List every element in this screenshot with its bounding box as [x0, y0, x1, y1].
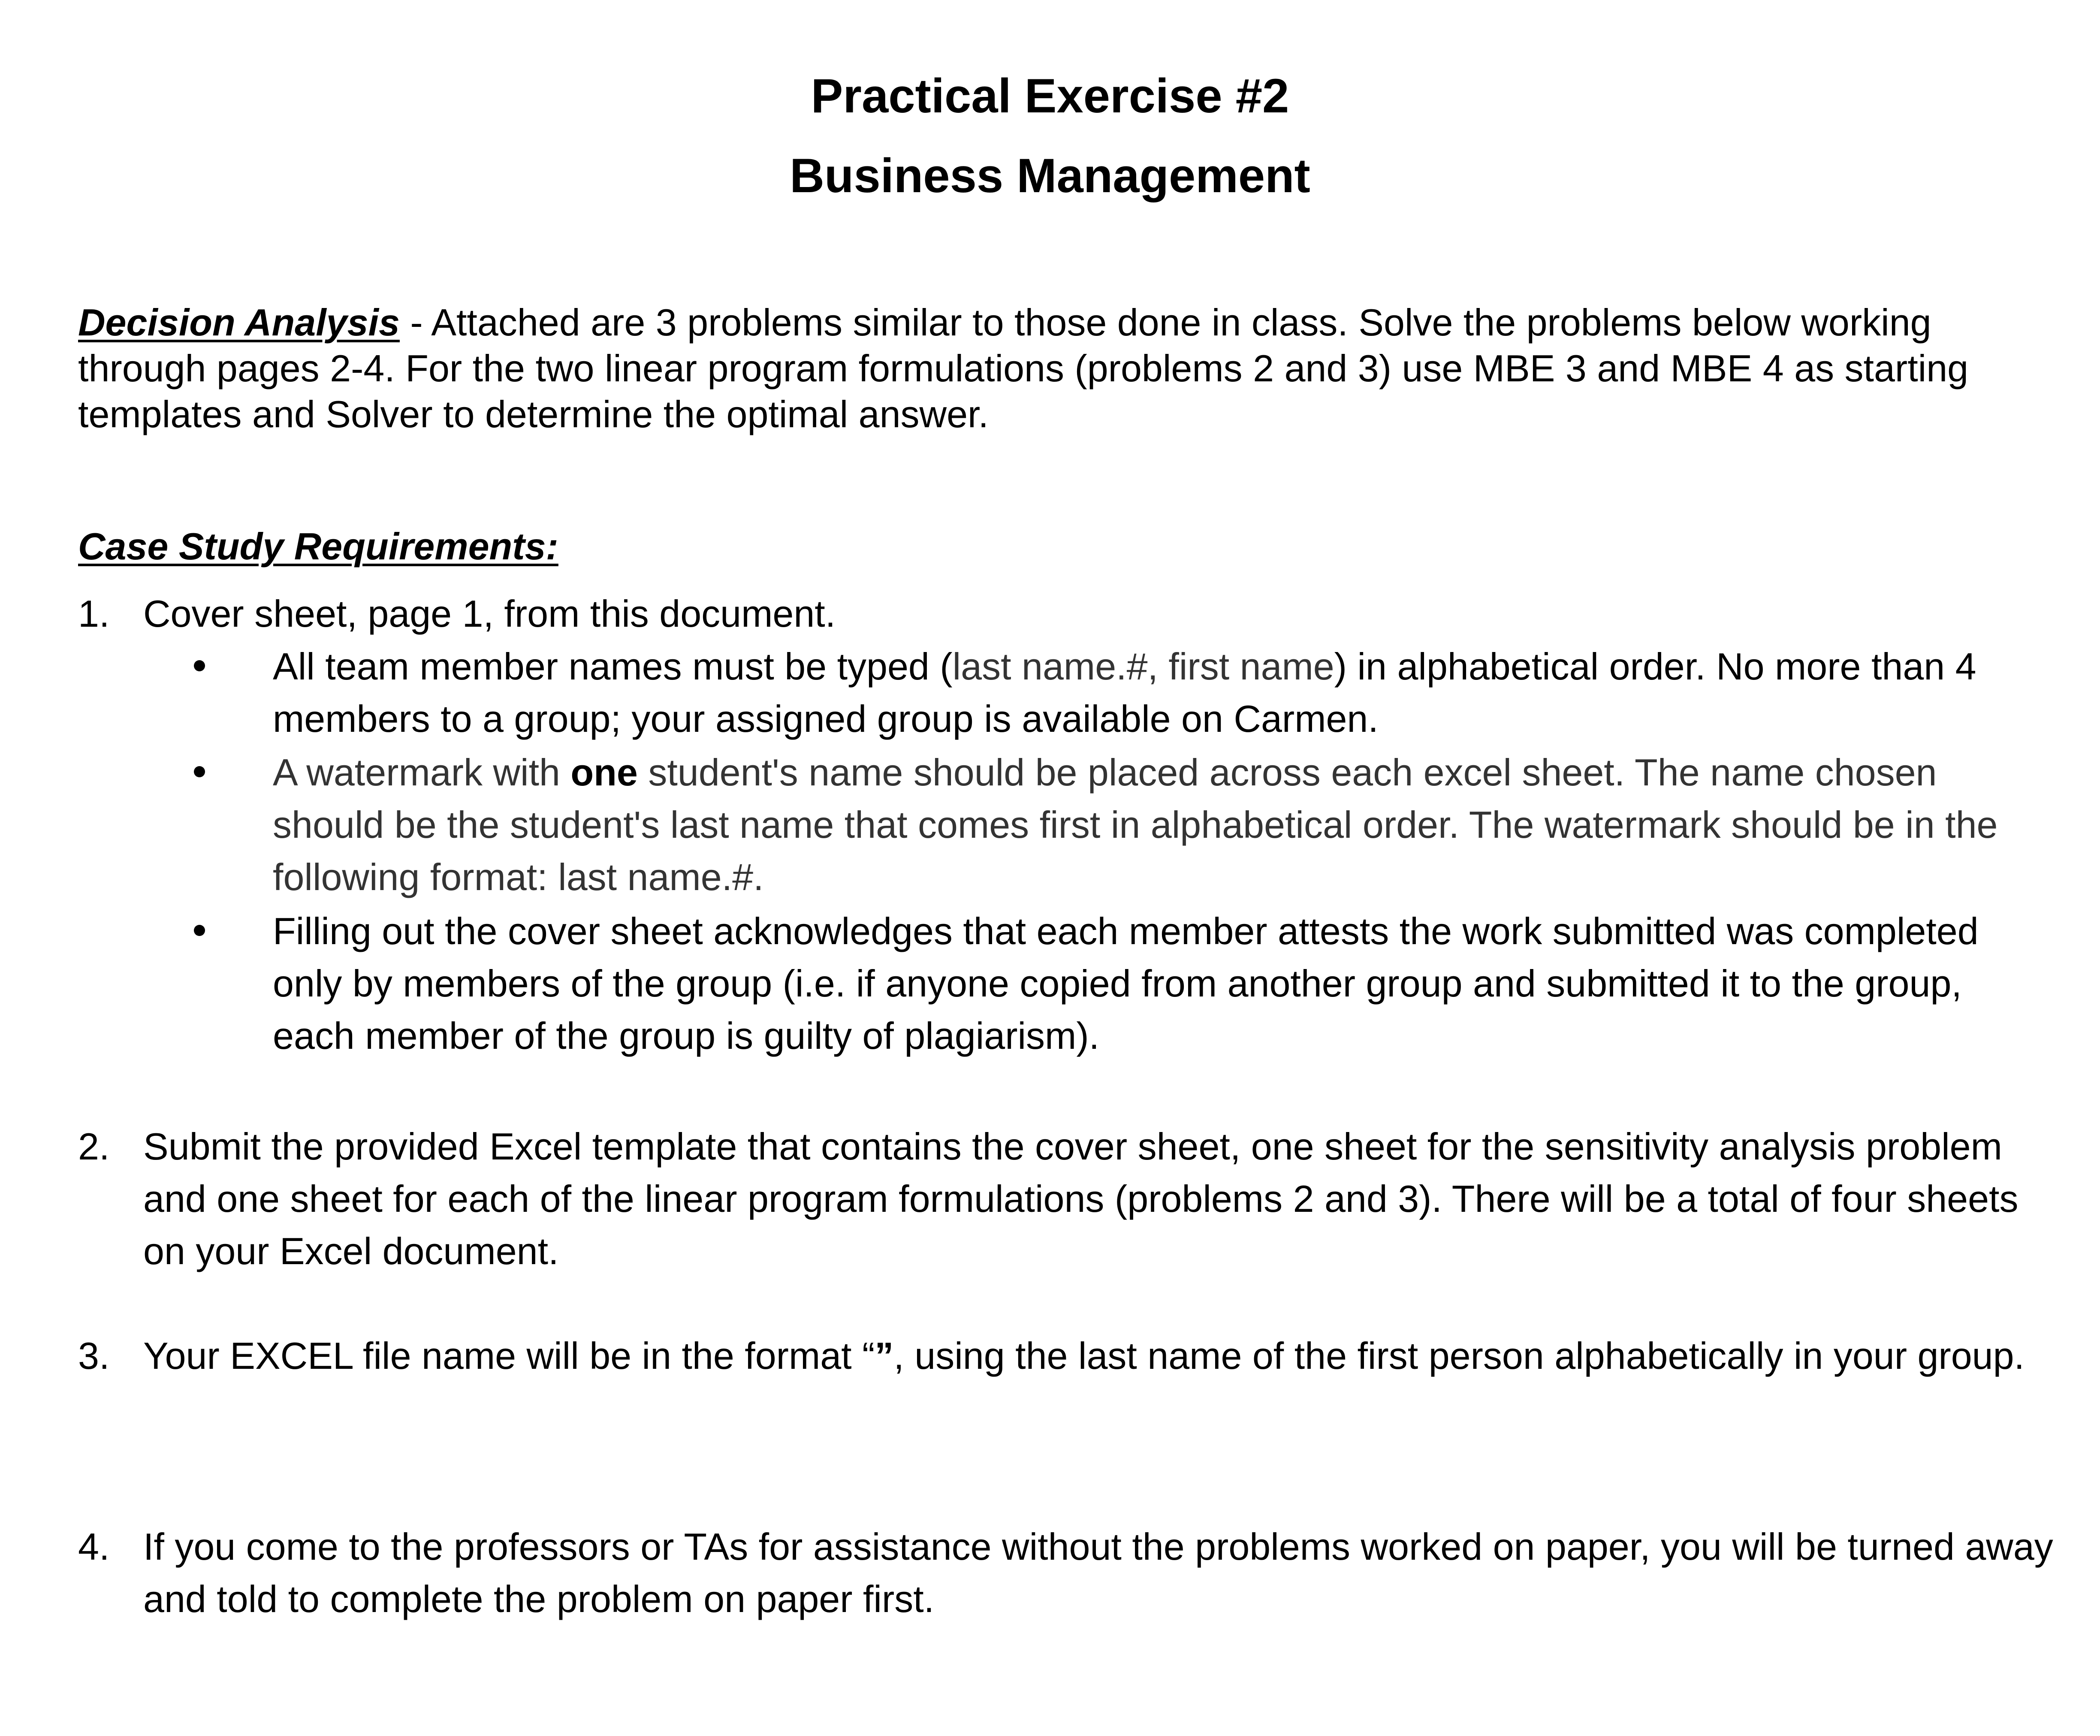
decision-analysis-text: - Attached are 3 problems similar to those done in class. Solve the problems below working through pages 2-4. For the two linear program formulations (problems 2 and 3) use MBE 3 and MBE 4 as starting templates and Solver to determine the optimal answer. [78, 301, 1969, 435]
page-subtitle: Business Management [790, 149, 1310, 202]
decision-analysis-heading: Decision Analysis [78, 301, 400, 344]
bullet-text-part: ) in alphabetical order. No more than 4 members to a group; your assigned group is available on Carmen. [273, 645, 1976, 740]
item-text: Cover sheet, page 1, from this document. [143, 592, 836, 635]
case-study-heading: Case Study Requirements: [78, 525, 558, 568]
item-text-part: Your EXCEL file name will be in the format “ [143, 1334, 875, 1377]
bullet-text-format: last name.#, first name [952, 645, 1334, 688]
item-text: Submit the provided Excel template that contains the cover sheet, one sheet for the sensitivity analysis problem and one sheet for each of the linear program formulations (problems 2 and 3). There will be a total of four sheets on your Excel document. [143, 1125, 2019, 1272]
item-number: 2. [78, 1125, 110, 1168]
bullet-text: Filling out the cover sheet acknowledges that each member attests the work submitted was completed only by members of the group (i.e. if anyone copied from another group and submitted it to the group, each member of the group is guilty of plagiarism). [273, 910, 1979, 1057]
bullet-text-part: student's name should be placed across each excel sheet. The name chosen should be the student's last name that comes first in alphabetical order. The watermark should be in the following format: last name.#. [273, 751, 1998, 898]
page-title: Practical Exercise #2 [811, 69, 1289, 123]
bullet-icon [194, 660, 205, 671]
bullet-icon [194, 766, 205, 777]
item-text [143, 1330, 2065, 1382]
bullet-icon [194, 925, 205, 936]
bullet-text-emphasis: one [570, 751, 638, 794]
item-text-emphasis: ” [875, 1334, 894, 1377]
bullet-text-part: All team member names must be typed ( [273, 645, 953, 688]
item-number: 1. [78, 592, 110, 635]
decision-analysis-paragraph [78, 299, 2051, 437]
item-text-part: , using the last name of the first person alphabetically in your group. [893, 1334, 2025, 1377]
bullet-text-part: A watermark with [273, 751, 571, 794]
bullet-text [273, 640, 2031, 745]
bullet-text [273, 746, 2031, 903]
item-number: 3. [78, 1334, 110, 1377]
item-number: 4. [78, 1525, 110, 1568]
item-text: If you come to the professors or TAs for assistance without the problems worked on paper, you will be turned away and told to complete the problem on paper first. [143, 1525, 2053, 1620]
